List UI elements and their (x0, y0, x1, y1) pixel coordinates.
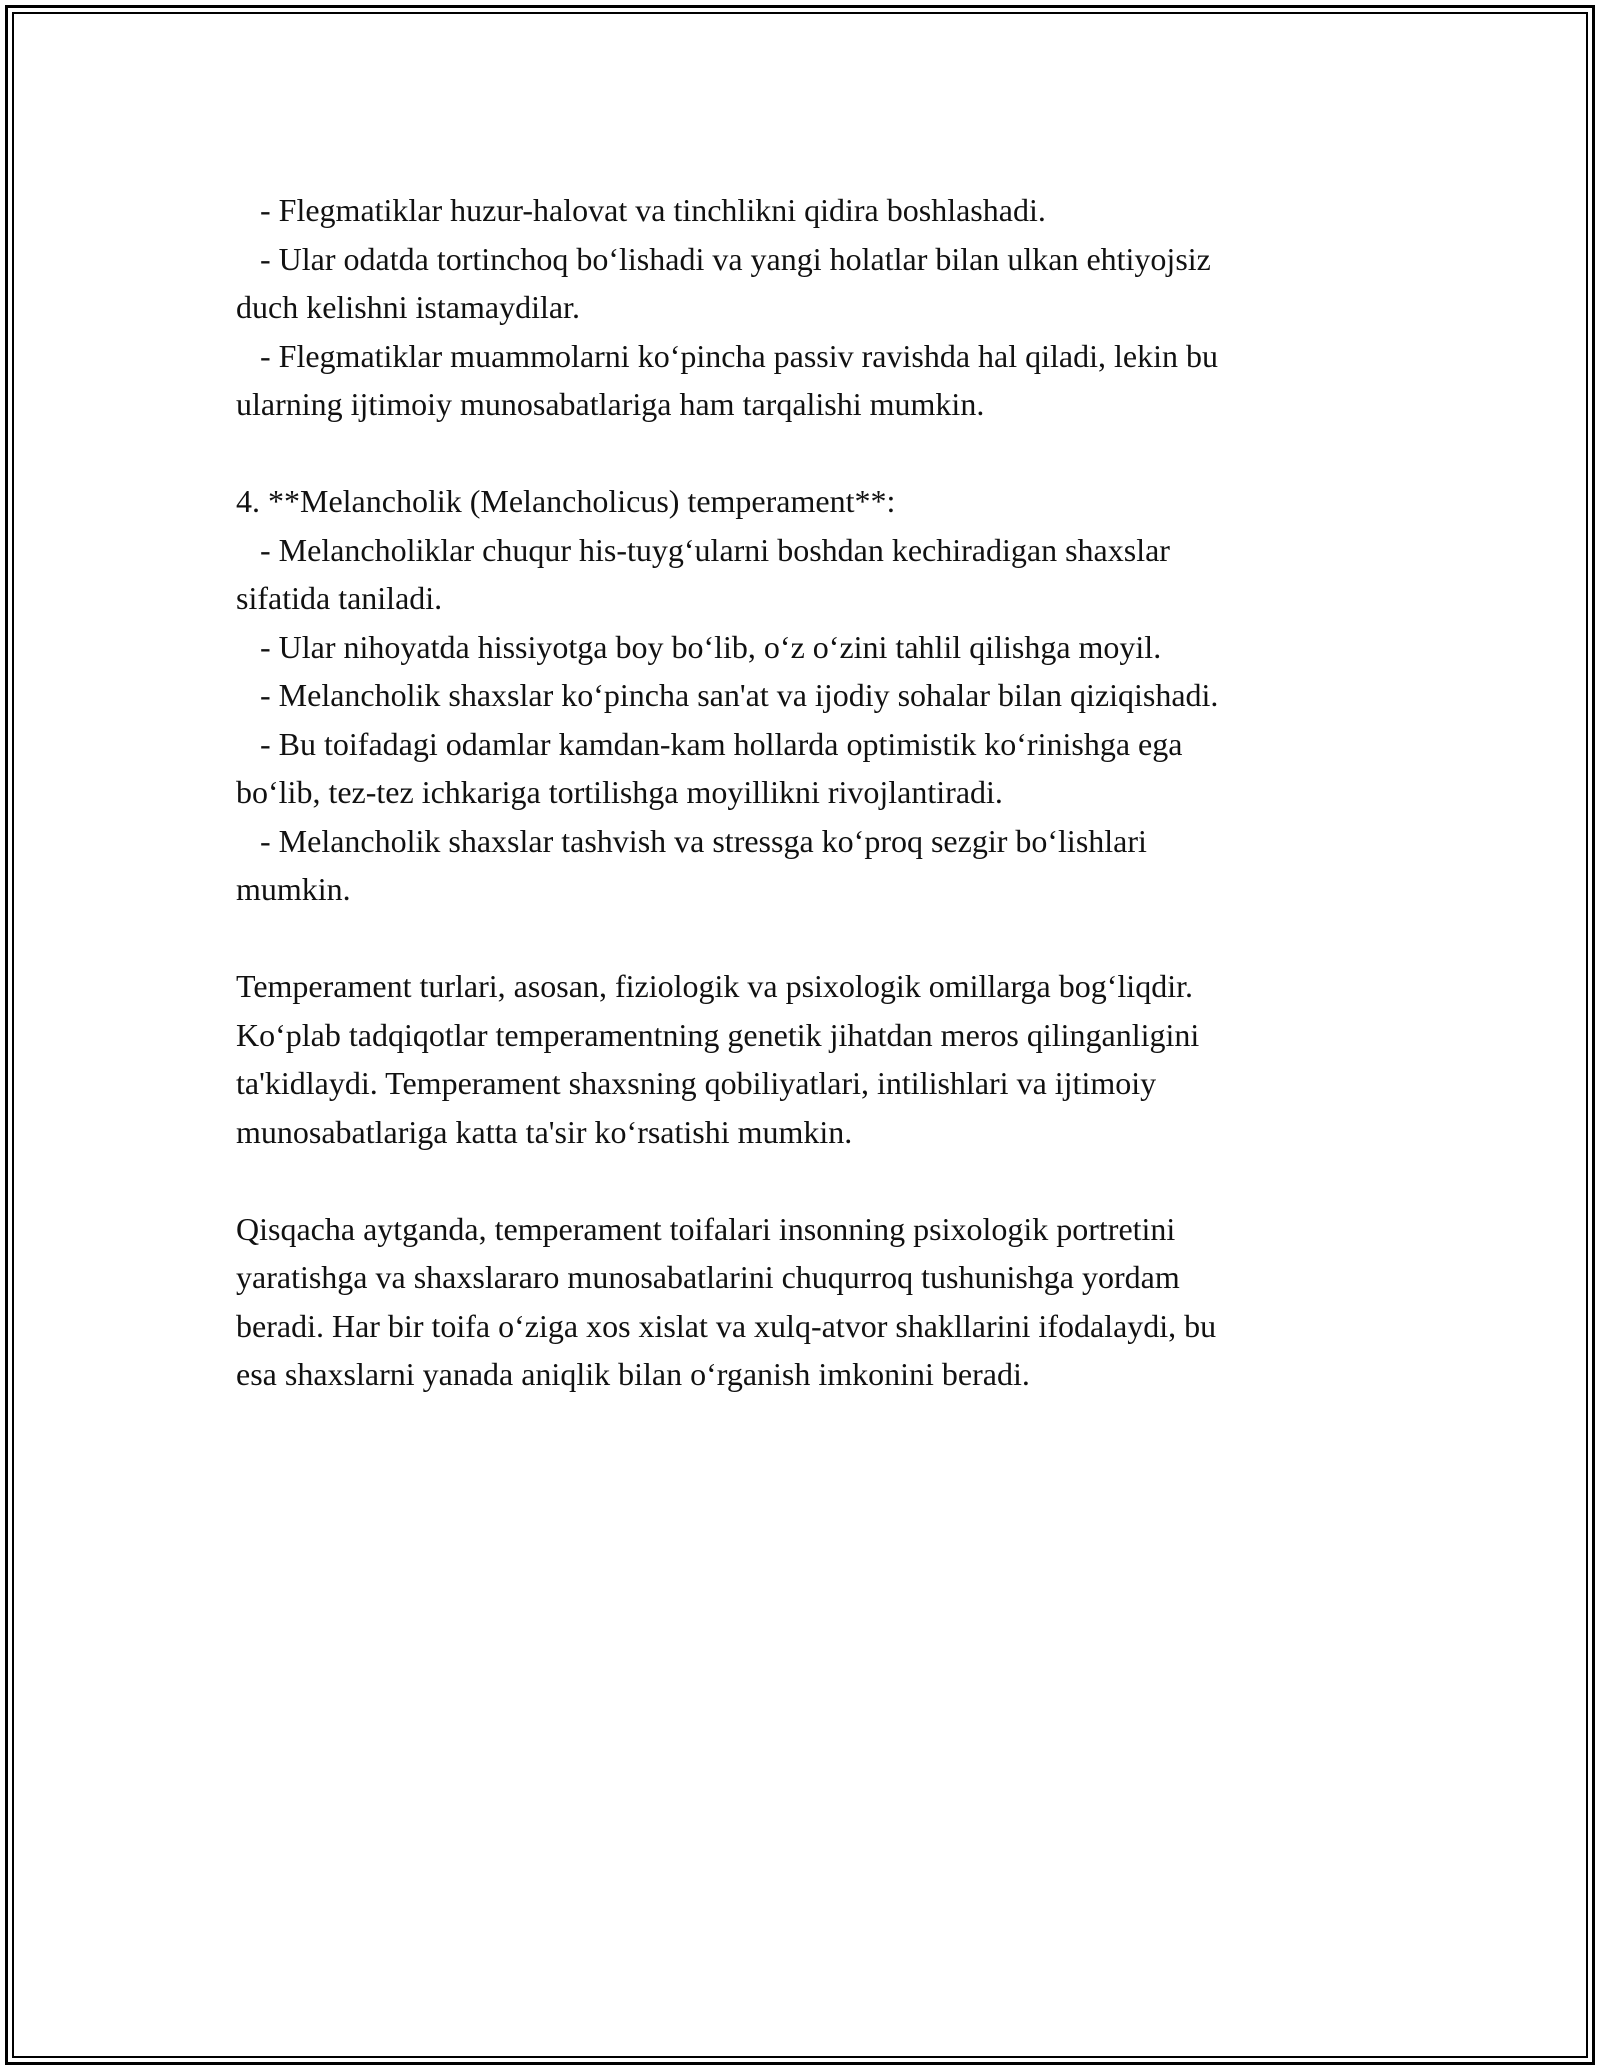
section-heading: 4. **Melancholik (Melancholicus) temperament**: (236, 483, 896, 519)
text-line: - Flegmatiklar huzur-halovat va tinchlikni qidira boshlashadi. (236, 192, 1046, 228)
text-line: beradi. Har bir toifa o‘ziga xos xislat va xulq-atvor shakllarini ifodalaydi, bu (236, 1307, 1217, 1344)
text-line: - Ular odatda tortinchoq bo‘lishadi va yangi holatlar bilan ulkan ehtiyojsiz (236, 240, 1211, 277)
paragraph-gap (236, 1156, 1366, 1205)
paragraph-gap (236, 429, 1366, 478)
text-line: Qisqacha aytganda, temperament toifalari insonning psixologik portretini (236, 1210, 1176, 1247)
text-line: duch kelishni istamaydilar. (236, 289, 580, 325)
document-body (236, 186, 1366, 1399)
text-line: - Melancholiklar chuqur his-tuyg‘ularni boshdan kechiradigan shaxslar (236, 531, 1170, 568)
text-line: - Ular nihoyatda hissiyotga boy bo‘lib, o‘z o‘zini tahlil qilishga moyil. (236, 628, 1162, 665)
text-line: bo‘lib, tez-tez ichkariga tortilishga moyillikni rivojlantiradi. (236, 774, 1003, 810)
text-line: Temperament turlari, asosan, fiziologik va psixologik omillarga bog‘liqdir. (236, 968, 1193, 1004)
paragraph-gap (236, 914, 1366, 963)
text-line: mumkin. (236, 871, 351, 907)
text-line: yaratishga va shaxslararo munosabatlarini chuqurroq tushunishga yordam (236, 1259, 1180, 1295)
text-line: Ko‘plab tadqiqotlar temperamentning genetik jihatdan meros qilinganligini (236, 1016, 1200, 1053)
text-line: - Melancholik shaxslar ko‘pincha san'at va ijodiy sohalar bilan qiziqishadi. (236, 677, 1219, 713)
text-line: - Flegmatiklar muammolarni ko‘pincha passiv ravishda hal qiladi, lekin bu (236, 337, 1218, 374)
text-line: - Bu toifadagi odamlar kamdan-kam hollarda optimistik ko‘rinishga ega (236, 725, 1183, 762)
text-line: sifatida taniladi. (236, 580, 443, 616)
text-line: ta'kidlaydi. Temperament shaxsning qobiliyatlari, intilishlari va ijtimoiy (236, 1065, 1157, 1101)
text-line: ularning ijtimoiy munosabatlariga ham tarqalishi mumkin. (236, 386, 985, 422)
text-line: - Melancholik shaxslar tashvish va stressga ko‘proq sezgir bo‘lishlari (236, 822, 1147, 859)
text-line: esa shaxslarni yanada aniqlik bilan o‘rganish imkonini beradi. (236, 1356, 1030, 1392)
text-line: munosabatlariga katta ta'sir ko‘rsatishi mumkin. (236, 1113, 853, 1150)
